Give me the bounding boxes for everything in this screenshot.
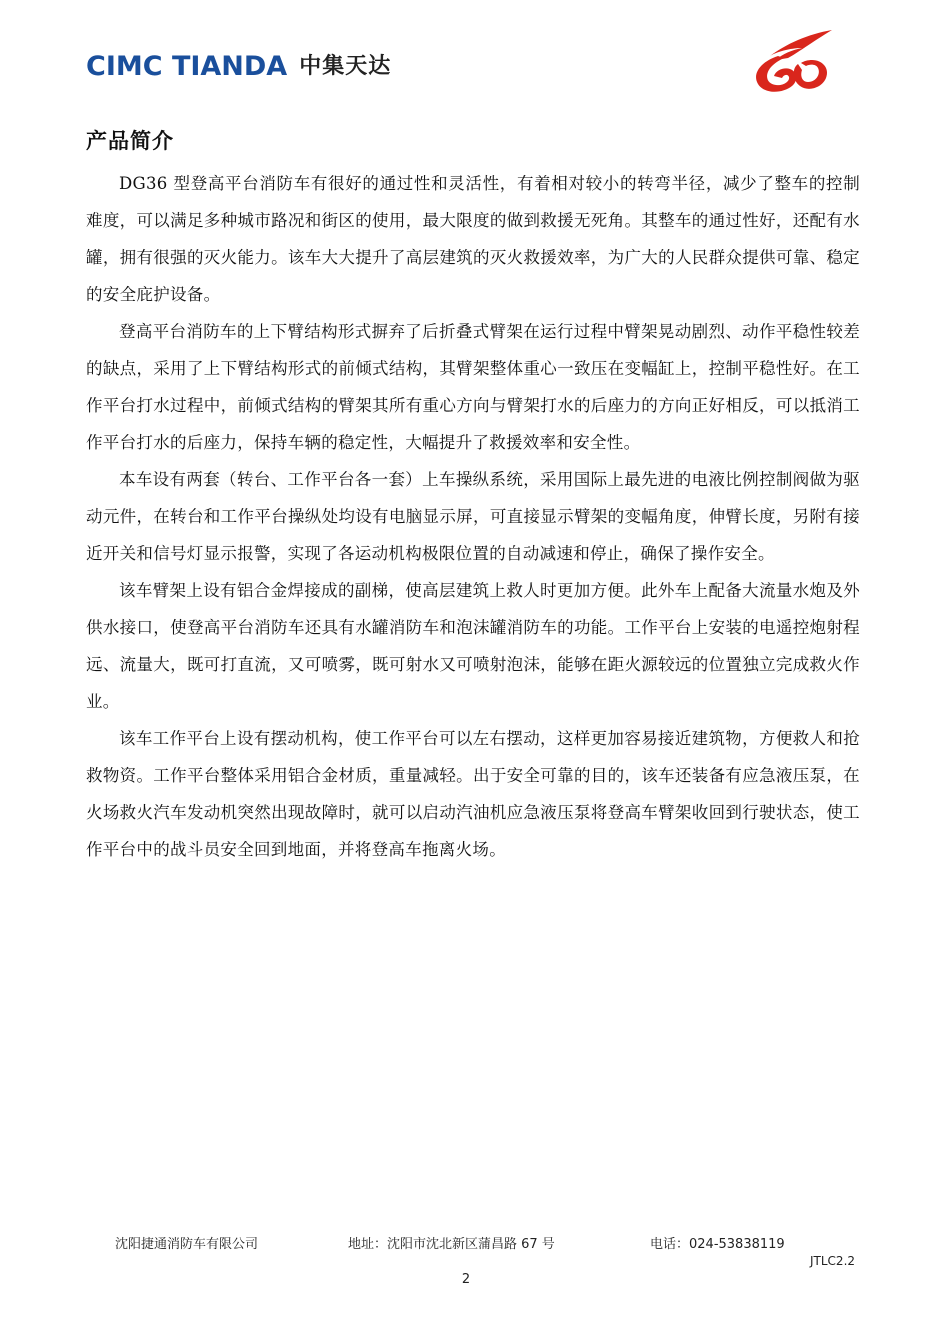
product-description xyxy=(86,165,860,868)
brand-name-chinese: 中集天达 xyxy=(299,54,392,79)
page-number: 2 xyxy=(461,1272,471,1287)
footer-company: 沈阳捷通消防车有限公司 xyxy=(115,1237,259,1252)
section-title: 产品简介 xyxy=(86,129,174,153)
page-header xyxy=(0,0,945,110)
footer-phone: 电话：024-53838119 xyxy=(650,1237,785,1252)
paragraph-2: 登高平台消防车的上下臂结构形式摒弃了后折叠式臂架在运行过程中臂架晃动剧烈、动作平稳性较差的缺点，采用了上下臂结构形式的前倾式结构，其臂架整体重心一致压在变幅缸上，控制平稳性好。在工作平台打水过程中，前倾式结构的臂架其所有重心方向与臂架打水的后座力的方向正好相反，可以抵消工作平台打水的后座力，保持车辆的稳定性，大幅提升了救援效率和安全性。 xyxy=(86,322,860,452)
paragraph-5: 该车工作平台上设有摆动机构，使工作平台可以左右摆动，这样更加容易接近建筑物，方便救人和抢救物资。工作平台整体采用铝合金材质，重量减轻。出于安全可靠的目的，该车还装备有应急液压泵，在火场救火汽车发动机突然出现故障时，就可以启动汽油机应急液压泵将登高车臂架收回到行驶状态，使工作平台中的战斗员安全回到地面，并将登高车拖离火场。 xyxy=(86,729,860,859)
paragraph-1: DG36 型登高平台消防车有很好的通过性和灵活性，有着相对较小的转弯半径，减少了整车的控制难度，可以满足多种城市路况和街区的使用，最大限度的做到救援无死角。其整车的通过性好，还配有水罐，拥有很强的灭火能力。该车大大提升了高层建筑的灭火救援效率，为广大的人民群众提供可靠、稳定的安全庇护设备。 xyxy=(86,174,860,304)
footer-address: 地址：沈阳市沈北新区蒲昌路 67 号 xyxy=(348,1237,555,1252)
document-code: JTLC2.2 xyxy=(810,1254,856,1268)
cimc-swirl-logo-icon xyxy=(748,24,838,96)
page-footer xyxy=(0,1233,945,1255)
paragraph-3: 本车设有两套（转台、工作平台各一套）上车操纵系统，采用国际上最先进的电液比例控制阀做为驱动元件，在转台和工作平台操纵处均设有电脑显示屏，可直接显示臂架的变幅角度，伸臂长度，另附有接近开关和信号灯显示报警，实现了各运动机构极限位置的自动减速和停止，确保了操作安全。 xyxy=(86,470,860,563)
brand xyxy=(86,52,391,82)
brand-name-english: CIMC TIANDA xyxy=(86,51,288,82)
paragraph-4: 该车臂架上设有铝合金焊接成的副梯，使高层建筑上救人时更加方便。此外车上配备大流量水炮及外供水接口，使登高平台消防车还具有水罐消防车和泡沫罐消防车的功能。工作平台上安装的电遥控炮射程远、流量大，既可打直流，又可喷雾，既可射水又可喷射泡沫，能够在距火源较远的位置独立完成救火作业。 xyxy=(86,581,860,711)
